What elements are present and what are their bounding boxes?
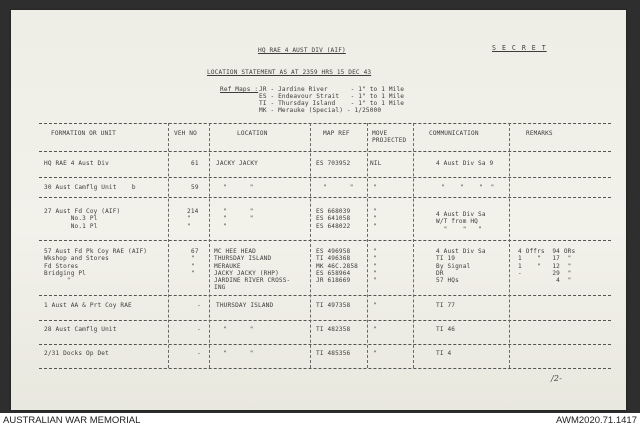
cell-map-ref: TI 485356 bbox=[316, 350, 351, 357]
cell-veh-no: - bbox=[197, 326, 201, 333]
security-classification: S E C R E T bbox=[492, 44, 547, 52]
cell-veh-no: - bbox=[197, 302, 201, 309]
cell-remarks: 4 Offrs 94 ORs 1 " 17 " 1 " 12 " - 29 " 4 " bbox=[518, 248, 576, 285]
cell-location: JACKY JACKY bbox=[216, 160, 259, 167]
cell-location: " " bbox=[223, 326, 254, 333]
table-row-rule bbox=[39, 240, 611, 241]
typed-document-page bbox=[11, 10, 626, 410]
cell-move-projected: " bbox=[373, 184, 377, 191]
cell-location: " " bbox=[223, 350, 254, 357]
column-divider bbox=[367, 123, 368, 368]
column-header-veh-no: VEH NO bbox=[174, 130, 197, 137]
cell-location: " " bbox=[223, 184, 254, 191]
cell-location: " " " " " bbox=[223, 208, 254, 230]
column-header-location: LOCATION bbox=[237, 130, 268, 137]
column-header-remarks: REMARKS bbox=[526, 130, 553, 137]
cell-move-projected: " bbox=[373, 326, 377, 333]
ref-map-line: TI - Thursday Island - 1" to 1 Mile bbox=[259, 100, 405, 107]
cell-communication: TI 4 bbox=[436, 350, 452, 357]
handwritten-page-mark: /2- bbox=[551, 374, 562, 383]
ref-map-line: MK - Merauke (Special) - 1/25000 bbox=[259, 107, 382, 114]
cell-map-ref: TI 482358 bbox=[316, 326, 351, 333]
column-header-move-projected: MOVE PROJECTED bbox=[372, 130, 407, 145]
cell-map-ref: ES 496958 TI 496368 MK 46C.2858 ES 658964 JR 618669 bbox=[316, 248, 359, 285]
table-row-rule bbox=[39, 197, 611, 198]
cell-formation: 27 Aust Fd Coy (AIF) No.3 Pl No.1 Pl bbox=[44, 208, 121, 230]
ref-maps-label: Ref Maps : bbox=[220, 86, 259, 93]
column-divider bbox=[168, 123, 169, 368]
cell-formation: 57 Aust Fd Pk Coy RAE (AIF) Wkshop and Stores Fd Stores Bridging Pl " bbox=[44, 248, 148, 285]
column-divider bbox=[413, 123, 414, 368]
cell-formation: 2/31 Docks Op Det bbox=[44, 350, 109, 357]
cell-formation: 30 Aust Camflg Unit b bbox=[44, 184, 136, 191]
cell-veh-no: - bbox=[197, 350, 201, 357]
cell-map-ref: " " bbox=[323, 184, 354, 191]
table-row-rule bbox=[39, 320, 611, 321]
cell-communication: 4 Aust Div Sa W/T from HQ " " " bbox=[436, 211, 486, 233]
column-divider bbox=[509, 123, 510, 368]
cell-veh-no: 214 " " bbox=[187, 208, 199, 230]
cell-communication: TI 77 bbox=[436, 302, 456, 309]
cell-veh-no: 59 bbox=[191, 184, 199, 191]
column-header-map-ref: MAP REF bbox=[323, 130, 350, 137]
cell-move-projected: " bbox=[373, 302, 377, 309]
cell-move-projected: " bbox=[373, 350, 377, 357]
cell-veh-no: 67 " " " bbox=[191, 248, 199, 277]
cell-veh-no: 61 bbox=[191, 160, 199, 167]
table-row-rule bbox=[39, 344, 611, 345]
cell-location: THURSDAY ISLAND bbox=[216, 302, 274, 309]
cell-formation: 28 Aust Camflg Unit bbox=[44, 326, 117, 333]
table-row-rule bbox=[39, 295, 611, 296]
document-unit-heading: HQ RAE 4 AUST DIV (AIF) bbox=[258, 47, 346, 54]
cell-communication: " " " " bbox=[441, 184, 495, 191]
cell-location: MC HEE HEAD THURSDAY ISLAND MERAUKE JACKY JACKY (RHP) JARDINE RIVER CROSS- ING bbox=[214, 248, 291, 292]
column-header-formation: FORMATION OR UNIT bbox=[51, 130, 116, 137]
cell-move-projected: " " " " " bbox=[373, 248, 377, 285]
cell-formation: 1 Aust AA & Prt Coy RAE bbox=[44, 302, 132, 309]
table-header-rule bbox=[39, 151, 611, 152]
cell-formation: HQ RAE 4 Aust Div bbox=[44, 160, 109, 167]
column-divider bbox=[310, 123, 311, 368]
table-row-rule bbox=[39, 177, 611, 178]
archive-footer bbox=[0, 413, 640, 427]
cell-communication: 4 Aust Div Sa TI 19 By Signal DR 57 HQs bbox=[436, 248, 486, 285]
cell-move-projected: " " " bbox=[373, 208, 377, 230]
cell-communication: 4 Aust Div Sa 9 bbox=[436, 160, 494, 167]
statement-title: LOCATION STATEMENT AS AT 2359 HRS 15 DEC 43 bbox=[207, 69, 372, 76]
column-header-communication: COMMUNICATION bbox=[429, 130, 479, 137]
ref-map-line: ES - Endeavour Strait - 1" to 1 Mile bbox=[259, 93, 405, 100]
ref-map-line: JR - Jardine River - 1" to 1 Mile bbox=[259, 86, 405, 93]
table-top-rule bbox=[39, 123, 611, 124]
column-divider bbox=[209, 123, 210, 368]
cell-communication: TI 46 bbox=[436, 326, 456, 333]
table-bottom-rule bbox=[39, 368, 611, 369]
cell-map-ref: ES 703952 bbox=[316, 160, 351, 167]
archive-reference: AWM2020.71.1417 bbox=[556, 415, 637, 426]
cell-map-ref: ES 668039 ES 641058 ES 648022 bbox=[316, 208, 351, 230]
cell-move-projected: NIL bbox=[370, 160, 382, 167]
cell-map-ref: TI 497358 bbox=[316, 302, 351, 309]
archive-name: AUSTRALIAN WAR MEMORIAL bbox=[3, 415, 141, 426]
